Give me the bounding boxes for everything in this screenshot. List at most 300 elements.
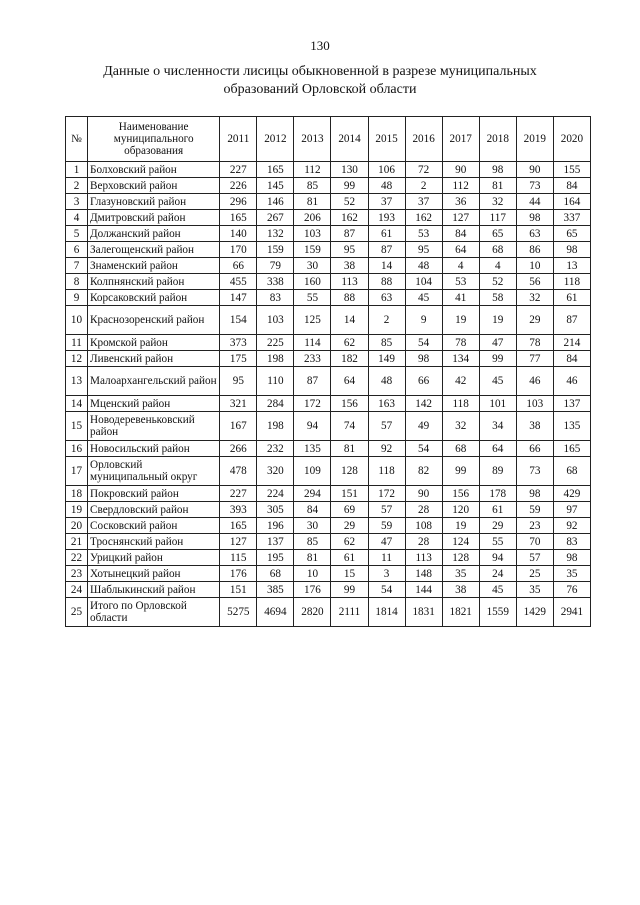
- year-value-cell: 48: [368, 178, 405, 194]
- year-value-cell: 19: [479, 306, 516, 335]
- row-number-cell: 25: [66, 598, 88, 627]
- year-value-cell: 35: [516, 582, 553, 598]
- year-value-cell: 84: [553, 178, 590, 194]
- year-value-cell: 72: [405, 162, 442, 178]
- year-value-cell: 1559: [479, 598, 516, 627]
- year-value-cell: 144: [405, 582, 442, 598]
- table-row: [66, 290, 591, 306]
- year-value-cell: 320: [257, 457, 294, 486]
- year-value-cell: 128: [331, 457, 368, 486]
- year-value-cell: 30: [294, 258, 331, 274]
- district-name-cell: Урицкий район: [88, 550, 220, 566]
- year-value-cell: 294: [294, 486, 331, 502]
- row-number-cell: 14: [66, 396, 88, 412]
- year-value-cell: 85: [368, 335, 405, 351]
- year-value-cell: 127: [442, 210, 479, 226]
- year-value-cell: 29: [331, 518, 368, 534]
- year-value-cell: 162: [405, 210, 442, 226]
- year-value-cell: 134: [442, 351, 479, 367]
- year-value-cell: 125: [294, 306, 331, 335]
- year-value-cell: 1831: [405, 598, 442, 627]
- year-value-cell: 61: [553, 290, 590, 306]
- year-value-cell: 48: [368, 367, 405, 396]
- year-value-cell: 52: [331, 194, 368, 210]
- year-value-cell: 35: [553, 566, 590, 582]
- year-value-cell: 225: [257, 335, 294, 351]
- year-value-cell: 14: [368, 258, 405, 274]
- year-value-cell: 19: [442, 306, 479, 335]
- year-value-cell: 56: [516, 274, 553, 290]
- year-value-cell: 193: [368, 210, 405, 226]
- year-value-cell: 77: [516, 351, 553, 367]
- header-number: №: [66, 117, 88, 162]
- year-value-cell: 69: [331, 502, 368, 518]
- year-value-cell: 321: [220, 396, 257, 412]
- year-value-cell: 62: [331, 335, 368, 351]
- year-value-cell: 32: [479, 194, 516, 210]
- year-value-cell: 28: [405, 502, 442, 518]
- year-value-cell: 114: [294, 335, 331, 351]
- year-value-cell: 68: [553, 457, 590, 486]
- header-year: 2020: [553, 117, 590, 162]
- year-value-cell: 195: [257, 550, 294, 566]
- row-number-cell: 9: [66, 290, 88, 306]
- year-value-cell: 142: [405, 396, 442, 412]
- year-value-cell: 38: [516, 412, 553, 441]
- year-value-cell: 146: [257, 194, 294, 210]
- year-value-cell: 154: [220, 306, 257, 335]
- year-value-cell: 58: [479, 290, 516, 306]
- district-name-cell: Малоархангельский район: [88, 367, 220, 396]
- year-value-cell: 73: [516, 457, 553, 486]
- year-value-cell: 385: [257, 582, 294, 598]
- table-row: [66, 210, 591, 226]
- year-value-cell: 32: [442, 412, 479, 441]
- district-name-cell: Шаблыкинский район: [88, 582, 220, 598]
- year-value-cell: 66: [220, 258, 257, 274]
- year-value-cell: 2941: [553, 598, 590, 627]
- year-value-cell: 32: [516, 290, 553, 306]
- row-number-cell: 23: [66, 566, 88, 582]
- header-year: 2012: [257, 117, 294, 162]
- page-number: 130: [310, 38, 330, 53]
- row-number-cell: 8: [66, 274, 88, 290]
- year-value-cell: 81: [479, 178, 516, 194]
- year-value-cell: 149: [368, 351, 405, 367]
- year-value-cell: 2: [405, 178, 442, 194]
- year-value-cell: 165: [257, 162, 294, 178]
- year-value-cell: 98: [405, 351, 442, 367]
- year-value-cell: 87: [331, 226, 368, 242]
- year-value-cell: 68: [257, 566, 294, 582]
- year-value-cell: 2111: [331, 598, 368, 627]
- table-row: [66, 162, 591, 178]
- year-value-cell: 156: [331, 396, 368, 412]
- year-value-cell: 130: [331, 162, 368, 178]
- year-value-cell: 110: [257, 367, 294, 396]
- year-value-cell: 103: [257, 306, 294, 335]
- district-name-cell: Свердловский район: [88, 502, 220, 518]
- year-value-cell: 84: [553, 351, 590, 367]
- year-value-cell: 88: [368, 274, 405, 290]
- year-value-cell: 95: [331, 242, 368, 258]
- year-value-cell: 155: [553, 162, 590, 178]
- header-year: 2013: [294, 117, 331, 162]
- year-value-cell: 81: [294, 550, 331, 566]
- table-row: [66, 306, 591, 335]
- year-value-cell: 55: [479, 534, 516, 550]
- year-value-cell: 99: [479, 351, 516, 367]
- year-value-cell: 4694: [257, 598, 294, 627]
- year-value-cell: 73: [516, 178, 553, 194]
- table-row: [66, 598, 591, 627]
- district-name-cell: Верховский район: [88, 178, 220, 194]
- district-name-cell: Знаменский район: [88, 258, 220, 274]
- table-row: [66, 518, 591, 534]
- row-number-cell: 6: [66, 242, 88, 258]
- row-number-cell: 4: [66, 210, 88, 226]
- year-value-cell: 37: [368, 194, 405, 210]
- year-value-cell: 165: [553, 441, 590, 457]
- year-value-cell: 117: [479, 210, 516, 226]
- year-value-cell: 232: [257, 441, 294, 457]
- year-value-cell: 305: [257, 502, 294, 518]
- year-value-cell: 48: [405, 258, 442, 274]
- row-number-cell: 17: [66, 457, 88, 486]
- fox-population-table: [65, 116, 591, 627]
- year-value-cell: 151: [220, 582, 257, 598]
- year-value-cell: 120: [442, 502, 479, 518]
- year-value-cell: 170: [220, 242, 257, 258]
- year-value-cell: 46: [516, 367, 553, 396]
- district-name-cell: Орловский муниципальный округ: [88, 457, 220, 486]
- year-value-cell: 2: [368, 306, 405, 335]
- year-value-cell: 128: [442, 550, 479, 566]
- year-value-cell: 132: [257, 226, 294, 242]
- table-row: [66, 335, 591, 351]
- table-row: [66, 178, 591, 194]
- year-value-cell: 109: [294, 457, 331, 486]
- year-value-cell: 14: [331, 306, 368, 335]
- year-value-cell: 62: [331, 534, 368, 550]
- year-value-cell: 198: [257, 412, 294, 441]
- year-value-cell: 135: [294, 441, 331, 457]
- year-value-cell: 74: [331, 412, 368, 441]
- row-number-cell: 2: [66, 178, 88, 194]
- year-value-cell: 53: [442, 274, 479, 290]
- year-value-cell: 172: [294, 396, 331, 412]
- year-value-cell: 101: [479, 396, 516, 412]
- year-value-cell: 68: [479, 242, 516, 258]
- year-value-cell: 115: [220, 550, 257, 566]
- district-name-cell: Новодеревеньковский район: [88, 412, 220, 441]
- year-value-cell: 78: [516, 335, 553, 351]
- year-value-cell: 99: [331, 178, 368, 194]
- year-value-cell: 160: [294, 274, 331, 290]
- year-value-cell: 147: [220, 290, 257, 306]
- title-line-2: образований Орловской области: [223, 82, 417, 97]
- row-number-cell: 18: [66, 486, 88, 502]
- year-value-cell: 63: [368, 290, 405, 306]
- year-value-cell: 81: [331, 441, 368, 457]
- year-value-cell: 23: [516, 518, 553, 534]
- year-value-cell: 83: [257, 290, 294, 306]
- year-value-cell: 4: [479, 258, 516, 274]
- year-value-cell: 84: [442, 226, 479, 242]
- header-year: 2017: [442, 117, 479, 162]
- header-year: 2015: [368, 117, 405, 162]
- year-value-cell: 224: [257, 486, 294, 502]
- year-value-cell: 94: [479, 550, 516, 566]
- district-name-cell: Новосильский район: [88, 441, 220, 457]
- year-value-cell: 81: [294, 194, 331, 210]
- year-value-cell: 206: [294, 210, 331, 226]
- district-name-cell: Покровский район: [88, 486, 220, 502]
- table-row: [66, 502, 591, 518]
- year-value-cell: 90: [442, 162, 479, 178]
- year-value-cell: 82: [405, 457, 442, 486]
- year-value-cell: 76: [553, 582, 590, 598]
- year-value-cell: 176: [220, 566, 257, 582]
- document-title: [60, 63, 580, 99]
- year-value-cell: 28: [405, 534, 442, 550]
- year-value-cell: 29: [516, 306, 553, 335]
- year-value-cell: 90: [516, 162, 553, 178]
- year-value-cell: 338: [257, 274, 294, 290]
- table-row: [66, 486, 591, 502]
- year-value-cell: 172: [368, 486, 405, 502]
- year-value-cell: 35: [442, 566, 479, 582]
- year-value-cell: 70: [516, 534, 553, 550]
- table-body: [66, 162, 591, 627]
- year-value-cell: 98: [553, 242, 590, 258]
- row-number-cell: 20: [66, 518, 88, 534]
- row-number-cell: 19: [66, 502, 88, 518]
- district-name-cell: Краснозоренский район: [88, 306, 220, 335]
- year-value-cell: 99: [442, 457, 479, 486]
- year-value-cell: 478: [220, 457, 257, 486]
- year-value-cell: 227: [220, 162, 257, 178]
- year-value-cell: 148: [405, 566, 442, 582]
- year-value-cell: 182: [331, 351, 368, 367]
- year-value-cell: 89: [479, 457, 516, 486]
- year-value-cell: 95: [405, 242, 442, 258]
- year-value-cell: 164: [553, 194, 590, 210]
- table-header: [66, 117, 591, 162]
- year-value-cell: 98: [516, 486, 553, 502]
- year-value-cell: 1814: [368, 598, 405, 627]
- year-value-cell: 226: [220, 178, 257, 194]
- year-value-cell: 68: [442, 441, 479, 457]
- year-value-cell: 46: [553, 367, 590, 396]
- table-row: [66, 566, 591, 582]
- year-value-cell: 178: [479, 486, 516, 502]
- year-value-cell: 108: [405, 518, 442, 534]
- year-value-cell: 233: [294, 351, 331, 367]
- district-name-cell: Должанский район: [88, 226, 220, 242]
- year-value-cell: 61: [368, 226, 405, 242]
- row-number-cell: 24: [66, 582, 88, 598]
- year-value-cell: 29: [479, 518, 516, 534]
- year-value-cell: 112: [294, 162, 331, 178]
- year-value-cell: 124: [442, 534, 479, 550]
- year-value-cell: 88: [331, 290, 368, 306]
- year-value-cell: 140: [220, 226, 257, 242]
- row-number-cell: 13: [66, 367, 88, 396]
- year-value-cell: 127: [220, 534, 257, 550]
- year-value-cell: 38: [331, 258, 368, 274]
- header-year: 2014: [331, 117, 368, 162]
- year-value-cell: 159: [294, 242, 331, 258]
- header-name: Наименование муниципального образования: [88, 117, 220, 162]
- table-row: [66, 534, 591, 550]
- district-name-cell: Сосковский район: [88, 518, 220, 534]
- year-value-cell: 57: [368, 502, 405, 518]
- year-value-cell: 11: [368, 550, 405, 566]
- year-value-cell: 36: [442, 194, 479, 210]
- table-row: [66, 226, 591, 242]
- year-value-cell: 5275: [220, 598, 257, 627]
- year-value-cell: 66: [405, 367, 442, 396]
- year-value-cell: 284: [257, 396, 294, 412]
- year-value-cell: 214: [553, 335, 590, 351]
- year-value-cell: 337: [553, 210, 590, 226]
- year-value-cell: 3: [368, 566, 405, 582]
- table-row: [66, 396, 591, 412]
- year-value-cell: 429: [553, 486, 590, 502]
- year-value-cell: 113: [405, 550, 442, 566]
- year-value-cell: 103: [516, 396, 553, 412]
- table-row: [66, 274, 591, 290]
- year-value-cell: 167: [220, 412, 257, 441]
- year-value-cell: 10: [516, 258, 553, 274]
- row-number-cell: 3: [66, 194, 88, 210]
- year-value-cell: 34: [479, 412, 516, 441]
- year-value-cell: 373: [220, 335, 257, 351]
- district-name-cell: Итого по Орловской области: [88, 598, 220, 627]
- year-value-cell: 37: [405, 194, 442, 210]
- district-name-cell: Глазуновский район: [88, 194, 220, 210]
- table-row: [66, 550, 591, 566]
- year-value-cell: 175: [220, 351, 257, 367]
- year-value-cell: 84: [294, 502, 331, 518]
- year-value-cell: 95: [220, 367, 257, 396]
- year-value-cell: 63: [516, 226, 553, 242]
- table-row: [66, 412, 591, 441]
- header-year: 2011: [220, 117, 257, 162]
- year-value-cell: 64: [442, 242, 479, 258]
- year-value-cell: 54: [405, 441, 442, 457]
- year-value-cell: 41: [442, 290, 479, 306]
- year-value-cell: 54: [405, 335, 442, 351]
- year-value-cell: 53: [405, 226, 442, 242]
- row-number-cell: 1: [66, 162, 88, 178]
- year-value-cell: 4: [442, 258, 479, 274]
- district-name-cell: Корсаковский район: [88, 290, 220, 306]
- district-name-cell: Ливенский район: [88, 351, 220, 367]
- year-value-cell: 64: [331, 367, 368, 396]
- year-value-cell: 59: [516, 502, 553, 518]
- year-value-cell: 10: [294, 566, 331, 582]
- year-value-cell: 296: [220, 194, 257, 210]
- district-name-cell: Мценский район: [88, 396, 220, 412]
- row-number-cell: 12: [66, 351, 88, 367]
- year-value-cell: 87: [553, 306, 590, 335]
- year-value-cell: 106: [368, 162, 405, 178]
- year-value-cell: 98: [553, 550, 590, 566]
- district-name-cell: Колпнянский район: [88, 274, 220, 290]
- table-row: [66, 582, 591, 598]
- year-value-cell: 57: [368, 412, 405, 441]
- year-value-cell: 137: [257, 534, 294, 550]
- year-value-cell: 1821: [442, 598, 479, 627]
- header-year: 2018: [479, 117, 516, 162]
- year-value-cell: 66: [516, 441, 553, 457]
- year-value-cell: 79: [257, 258, 294, 274]
- table-row: [66, 441, 591, 457]
- district-name-cell: Кромской район: [88, 335, 220, 351]
- year-value-cell: 59: [368, 518, 405, 534]
- year-value-cell: 42: [442, 367, 479, 396]
- year-value-cell: 45: [479, 367, 516, 396]
- header-year: 2016: [405, 117, 442, 162]
- year-value-cell: 165: [220, 518, 257, 534]
- year-value-cell: 196: [257, 518, 294, 534]
- year-value-cell: 38: [442, 582, 479, 598]
- year-value-cell: 47: [479, 335, 516, 351]
- year-value-cell: 85: [294, 178, 331, 194]
- year-value-cell: 227: [220, 486, 257, 502]
- year-value-cell: 145: [257, 178, 294, 194]
- year-value-cell: 61: [331, 550, 368, 566]
- year-value-cell: 45: [405, 290, 442, 306]
- year-value-cell: 1429: [516, 598, 553, 627]
- year-value-cell: 118: [553, 274, 590, 290]
- year-value-cell: 45: [479, 582, 516, 598]
- year-value-cell: 9: [405, 306, 442, 335]
- table-row: [66, 242, 591, 258]
- year-value-cell: 137: [553, 396, 590, 412]
- table-row: [66, 258, 591, 274]
- year-value-cell: 112: [442, 178, 479, 194]
- year-value-cell: 92: [368, 441, 405, 457]
- year-value-cell: 15: [331, 566, 368, 582]
- year-value-cell: 118: [442, 396, 479, 412]
- year-value-cell: 94: [294, 412, 331, 441]
- year-value-cell: 198: [257, 351, 294, 367]
- year-value-cell: 57: [516, 550, 553, 566]
- row-number-cell: 10: [66, 306, 88, 335]
- year-value-cell: 52: [479, 274, 516, 290]
- year-value-cell: 83: [553, 534, 590, 550]
- table-row: [66, 367, 591, 396]
- year-value-cell: 98: [516, 210, 553, 226]
- year-value-cell: 19: [442, 518, 479, 534]
- year-value-cell: 30: [294, 518, 331, 534]
- year-value-cell: 87: [294, 367, 331, 396]
- year-value-cell: 87: [368, 242, 405, 258]
- year-value-cell: 25: [516, 566, 553, 582]
- year-value-cell: 118: [368, 457, 405, 486]
- row-number-cell: 16: [66, 441, 88, 457]
- year-value-cell: 99: [331, 582, 368, 598]
- year-value-cell: 47: [368, 534, 405, 550]
- row-number-cell: 15: [66, 412, 88, 441]
- year-value-cell: 65: [479, 226, 516, 242]
- year-value-cell: 98: [479, 162, 516, 178]
- year-value-cell: 2820: [294, 598, 331, 627]
- row-number-cell: 21: [66, 534, 88, 550]
